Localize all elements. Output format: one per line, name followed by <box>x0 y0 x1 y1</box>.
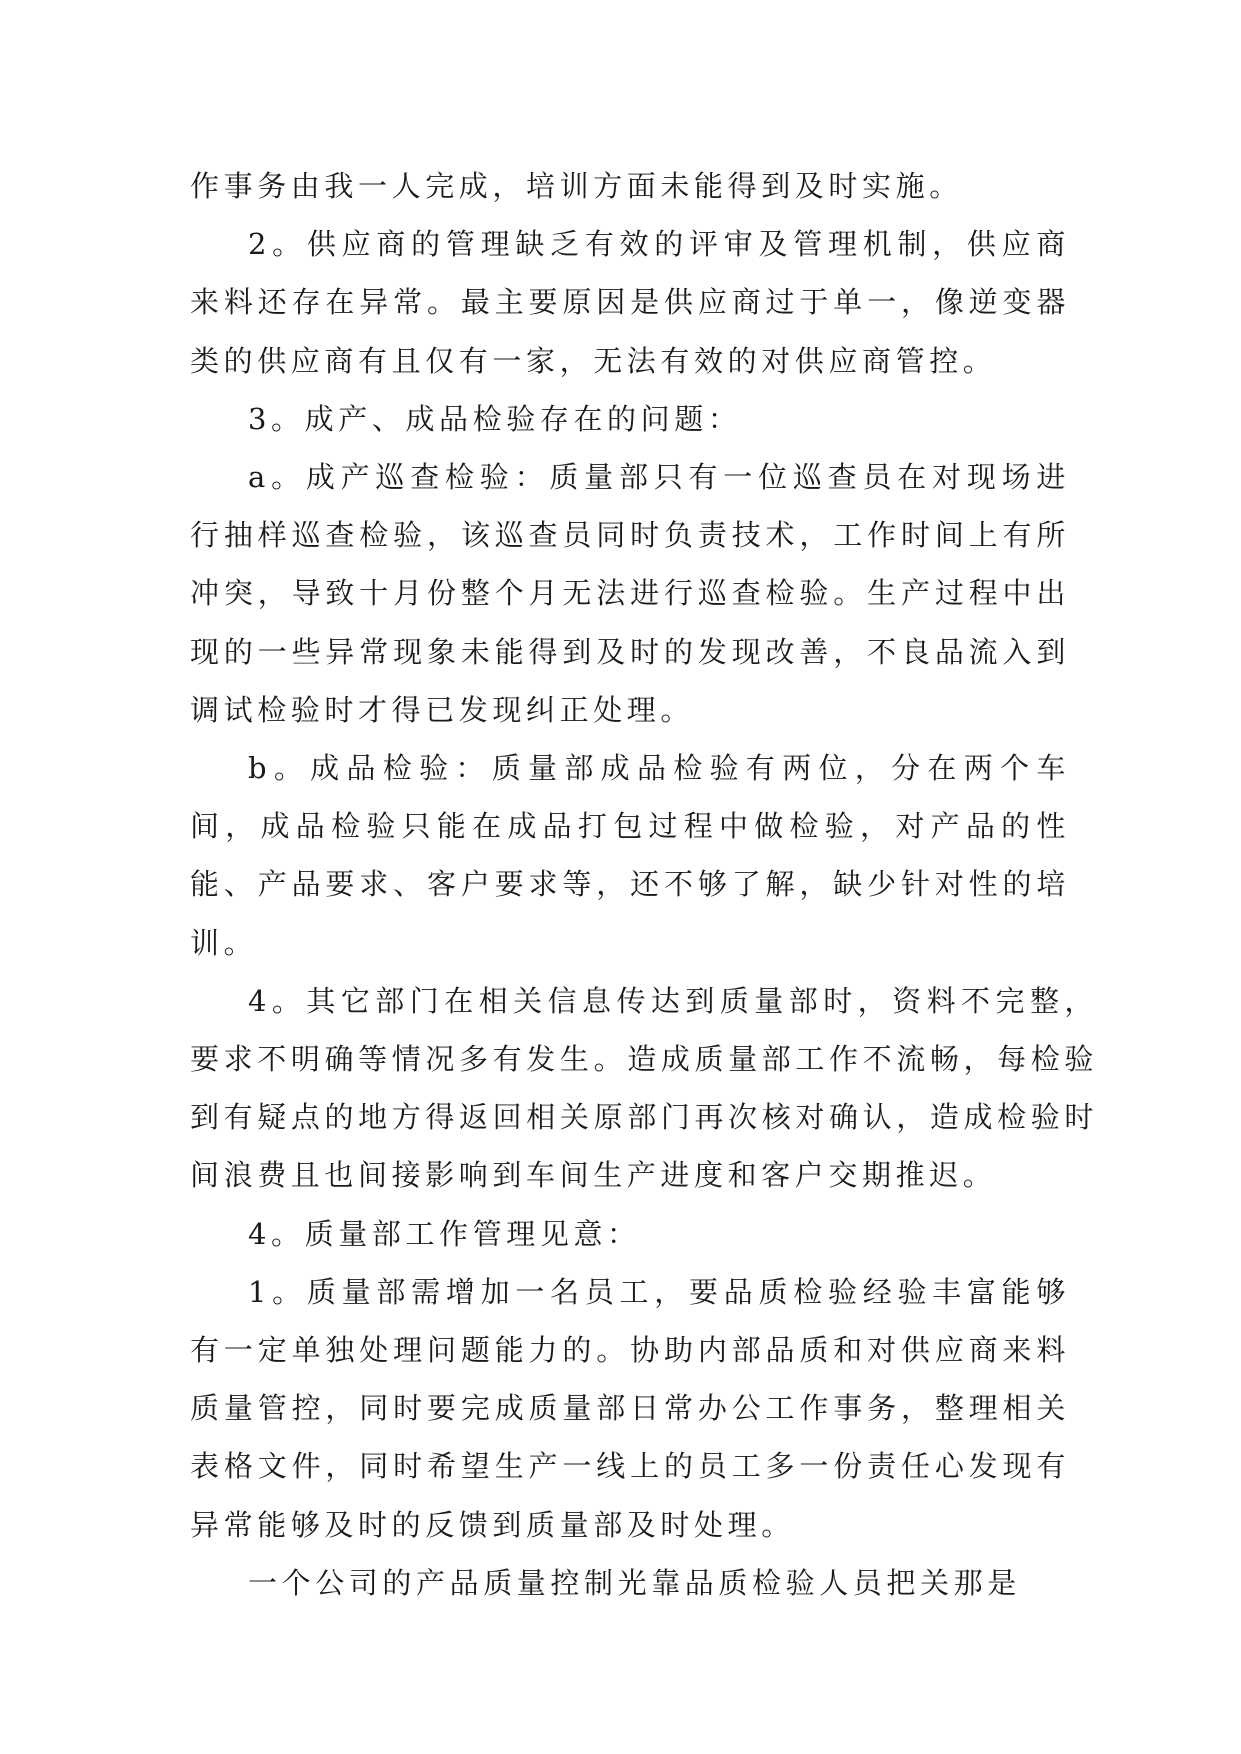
paragraph-inspection-issues-heading: 3。成产、成品检验存在的问题： <box>248 401 742 436</box>
paragraph-supplier-management: 2。供应商的管理缺乏有效的评审及管理机制，供应商来料还存在异常。最主要原因是供应商过于单一，像逆变器类的供应商有且仅有一家，无法有效的对供应商管控。 <box>190 227 1070 378</box>
body-text <box>190 157 1098 1612</box>
paragraph-continuation: 作事务由我一人完成，培训方面未能得到及时实施。 <box>190 169 963 203</box>
paragraph-management-suggestions-heading: 4。质量部工作管理见意： <box>248 1216 641 1251</box>
paragraph-information-transfer: 4。其它部门在相关信息传达到质量部时，资料不完整，要求不明确等情况多有发生。造成质量部工作不流畅，每检验到有疑点的地方得返回相关原部门再次核对确认，造成检验时间浪费且也间接影响到车间生产进度和客户交期推迟。 <box>190 983 1098 1193</box>
paragraph-finished-product-inspection: b。成品检验：质量部成品检验有两位，分在两个车间，成品检验只能在成品打包过程中做检验，对产品的性能、产品要求、客户要求等，还不够了解，缺少针对性的培训。 <box>190 751 1070 960</box>
paragraph-add-staff: 1。质量部需增加一名员工，要品质检验经验丰富能够有一定单独处理问题能力的。协助内部品质和对供应商来料质量管控，同时要完成质量部日常办公工作事务，整理相关表格文件，同时希望生产一线上的员工多一份责任心发现有异常能够及时的反馈到质量部及时处理。 <box>190 1274 1070 1542</box>
paragraph-quality-control: 一个公司的产品质量控制光靠品质检验人员把关那是 <box>248 1565 1021 1600</box>
paragraph-patrol-inspection: a。成产巡查检验：质量部只有一位巡查员在对现场进行抽样巡查检验，该巡查员同时负责技术，工作时间上有所冲突，导致十月份整个月无法进行巡查检验。生产过程中出现的一些异常现象未能得到及时的发现改善，不良品流入到调试检验时才得已发现纠正处理。 <box>190 460 1070 727</box>
